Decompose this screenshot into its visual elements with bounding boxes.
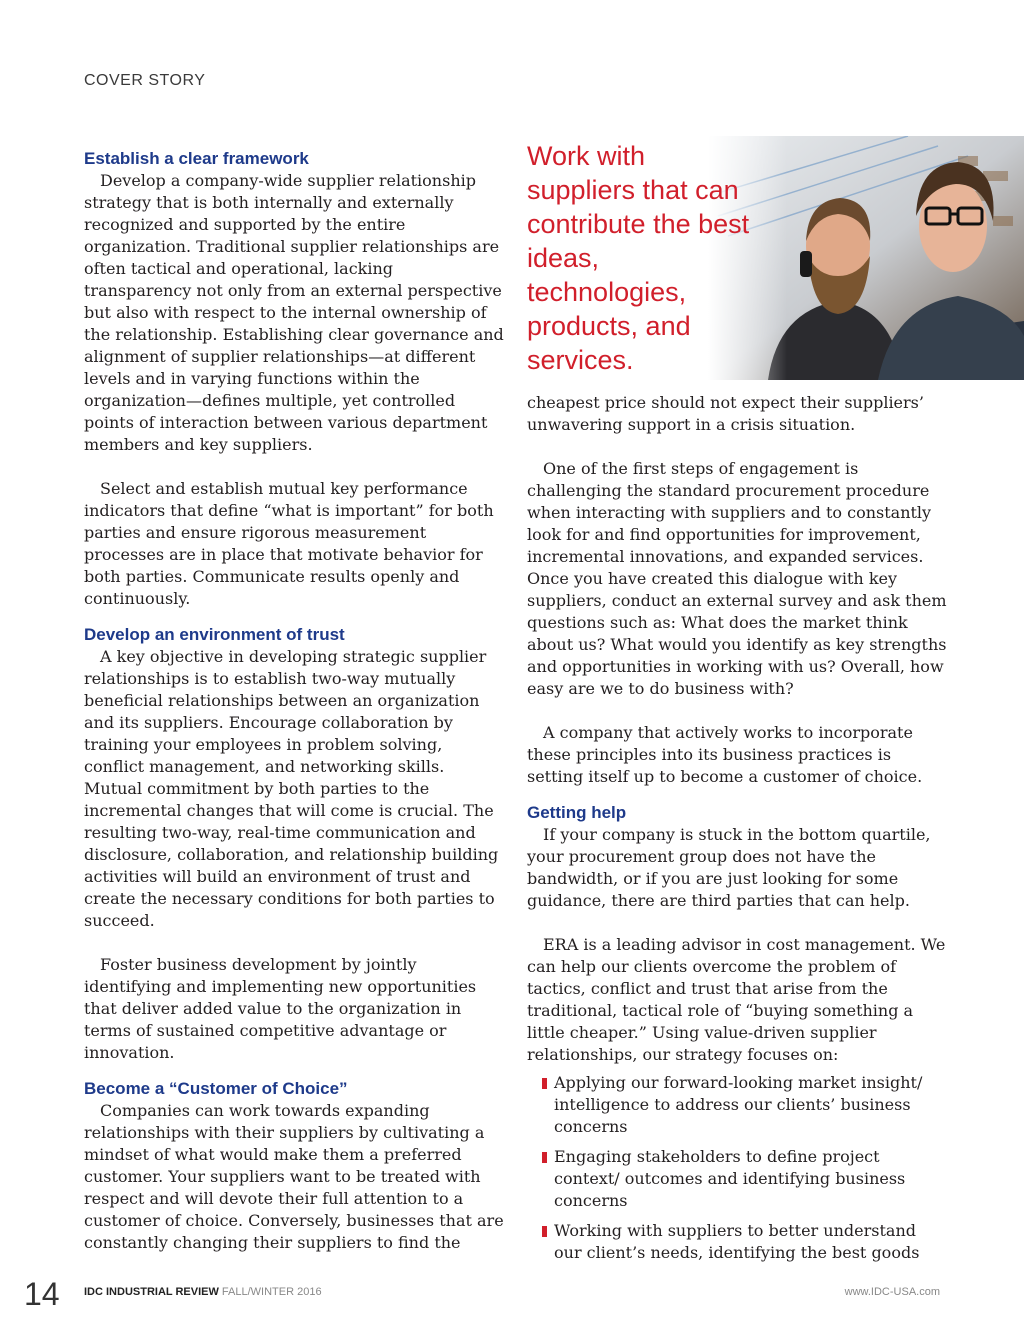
paragraph: Select and establish mutual key performance indicators that define “what is important” for both parties and ensure rigorous measurement processes are in place that motivate behavior for both parties. Communicate results openly and continuously.: [84, 479, 494, 608]
list-item-text: Working with suppliers to better understand our client’s needs, identifying the best goods: [554, 1221, 920, 1262]
paragraph: One of the first steps of engagement is challenging the standard procurement procedure when interacting with suppliers and to constantly look for and find opportunities for improvement, incremental innovations, and expanded services. Once you have created this dialogue with key suppliers, conduct an external survey and ask them questions such as: What does the market think about us? What would you identify as key strengths and opportunities in working with us? Overall, how easy are we to do business with?: [527, 459, 947, 698]
list-item: [527, 1146, 947, 1212]
section-heading-customer-of-choice: Become a “Customer of Choice”: [84, 1079, 348, 1098]
strategy-list: [527, 1072, 947, 1264]
paragraph: Develop a company-wide supplier relationship strategy that is both internally and externally recognized and supported by the entire organization. Traditional supplier relationships are often tactical and operational, lacking transparency not only from an external perspective but also with respect to the internal ownership of the relationship. Establishing clear governance and alignment of supplier relationships—at different levels and in varying functions within the organization—defines multiple, yet controlled points of interaction between various department members and key suppliers.: [84, 171, 504, 454]
paragraph: ERA is a leading advisor in cost management. We can help our clients overcome the problem of tactics, conflict and trust that arise from the traditional, tactical role of “buying something a little cheaper.” Using value-driven supplier relationships, our strategy focuses on:: [527, 935, 946, 1064]
section-heading-getting-help: Getting help: [527, 803, 627, 822]
left-column: [84, 148, 504, 1254]
magazine-name: IDC INDUSTRIAL REVIEW: [84, 1286, 219, 1298]
section-label: COVER STORY: [84, 72, 206, 89]
website-link[interactable]: www.IDC-USA.com: [844, 1286, 940, 1298]
paragraph: A company that actively works to incorporate these principles into its business practices is setting itself up to become a customer of choice.: [527, 723, 923, 786]
paragraph: If your company is stuck in the bottom quartile, your procurement group does not have the bandwidth, or if you are just looking for some guidance, there are third parties that can help.: [527, 825, 931, 910]
magazine-title: [84, 1286, 322, 1298]
paragraph: Companies can work towards expanding relationships with their suppliers by cultivating a mindset of what would make them a preferred customer. Your suppliers want to be treated with respect and will devote their full attention to a customer of choice. Conversely, businesses that are constantly changing their suppliers to find the: [84, 1101, 504, 1252]
issue-label: FALL/WINTER 2016: [221, 1286, 322, 1298]
list-item: [527, 1072, 947, 1138]
list-item-text: Applying our forward-looking market insight/ intelligence to address our clients’ business concerns: [554, 1073, 923, 1136]
list-item: [527, 1220, 947, 1264]
paragraph: Foster business development by jointly identifying and implementing new opportunities that deliver added value to the organization in terms of sustained competitive advantage or innovation.: [84, 955, 477, 1062]
bullet-icon: [542, 1078, 547, 1089]
page-number: 14: [24, 1276, 60, 1312]
section-heading-trust: Develop an environment of trust: [84, 625, 345, 644]
list-item-text: Engaging stakeholders to define project context/ outcomes and identifying business concerns: [554, 1147, 906, 1210]
page-footer: [0, 1276, 1024, 1310]
bullet-icon: [542, 1152, 547, 1163]
section-heading-framework: Establish a clear framework: [84, 149, 309, 168]
pull-quote: Work with suppliers that can contribute the best ideas, technologies, products, and services.: [527, 141, 750, 375]
right-column: [527, 392, 947, 1272]
paragraph: cheapest price should not expect their suppliers’ unwavering support in a crisis situation.: [527, 393, 924, 434]
bullet-icon: [542, 1226, 547, 1237]
paragraph: A key objective in developing strategic supplier relationships is to establish two-way mutually beneficial relationships between an organization and its suppliers. Encourage collaboration by training your employees in problem solving, conflict management, and networking skills. Mutual commitment by both parties to the incremental changes that will come is crucial. The resulting two-way, real-time communication and disclosure, collaboration, and relationship building activities will build an environment of trust and create the necessary conditions for both parties to succeed.: [84, 647, 499, 930]
